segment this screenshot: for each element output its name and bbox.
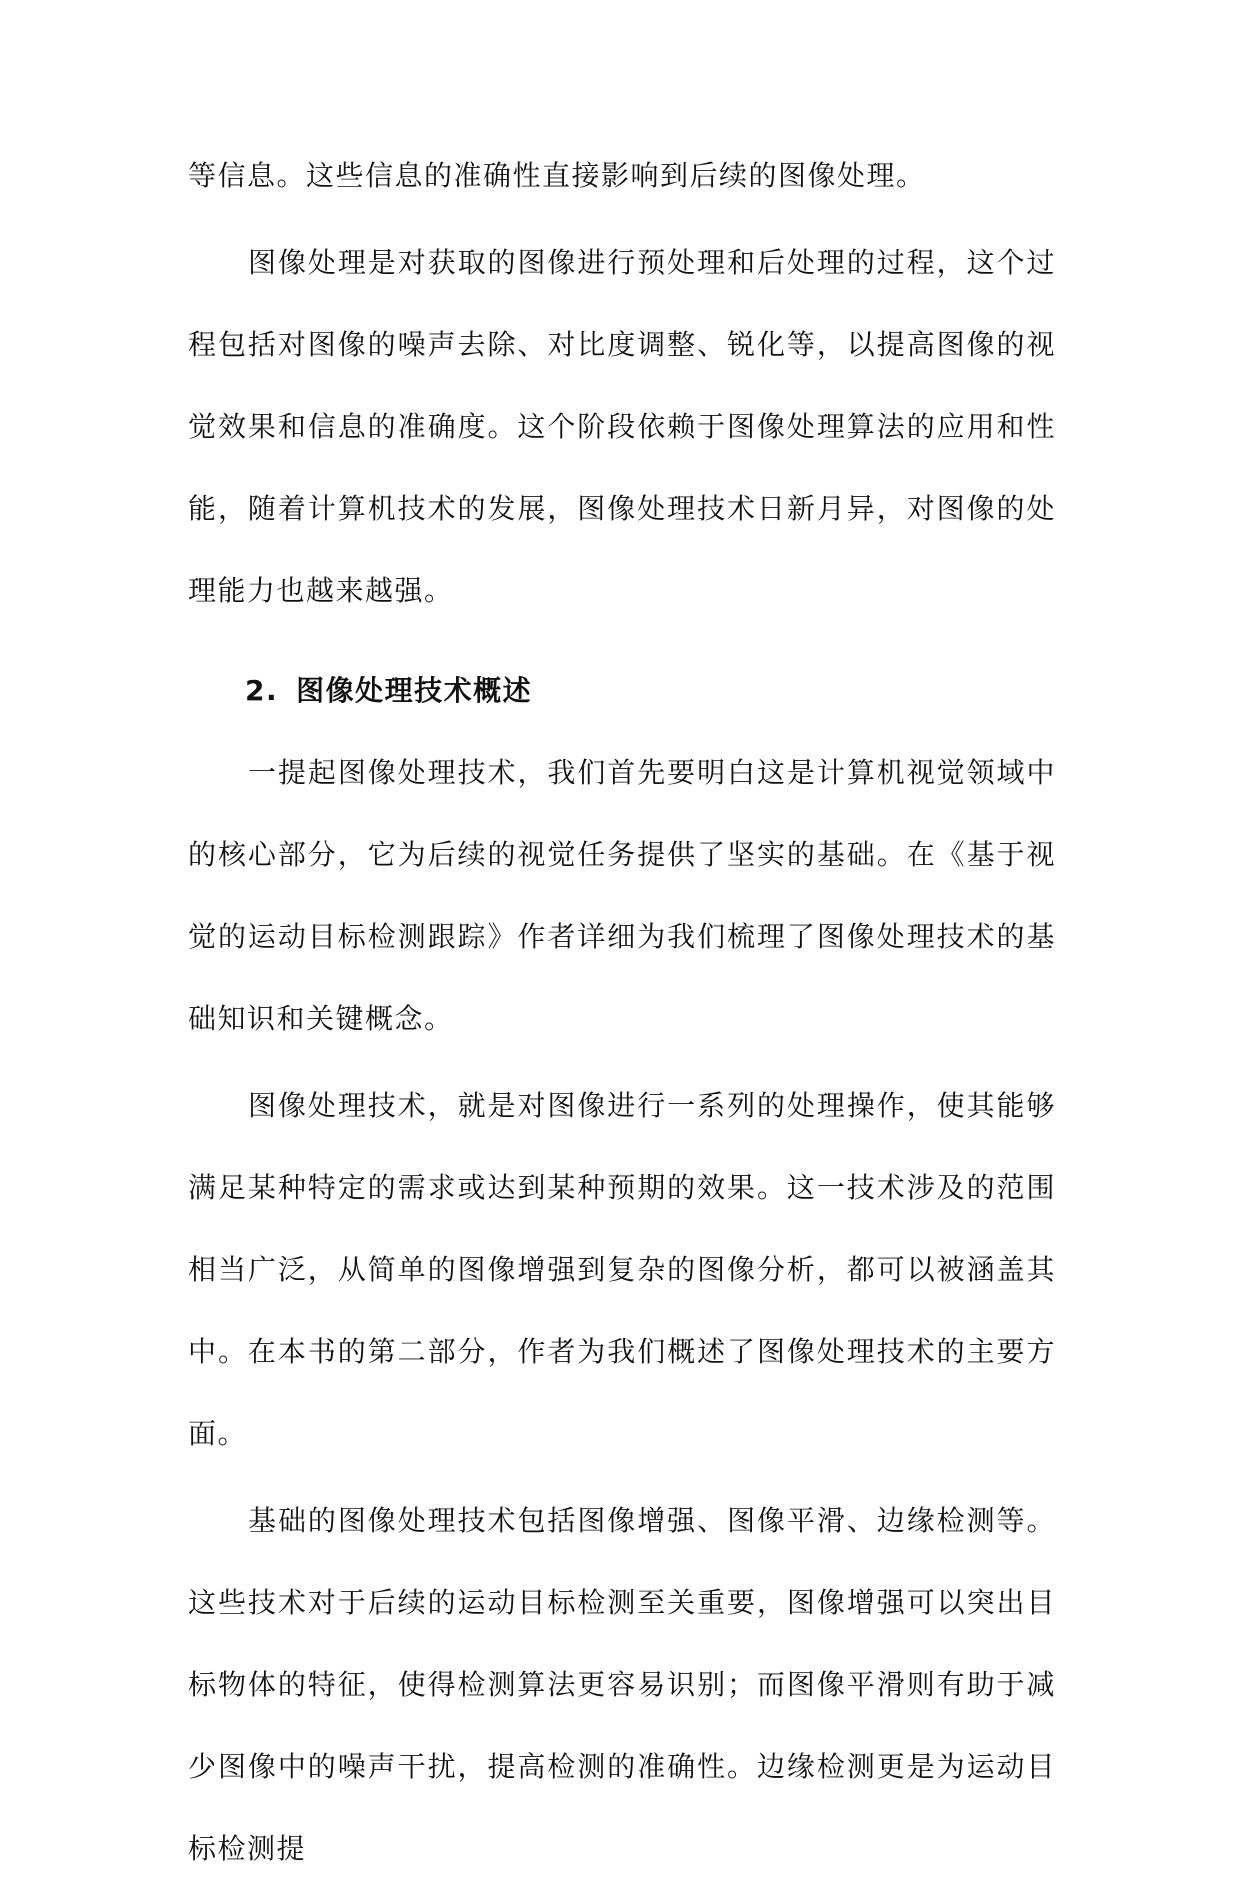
page-content (188, 135, 1056, 1895)
paragraph-definition: 图像处理技术，就是对图像进行一系列的处理操作，使其能够满足某种特定的需求或达到某种预期的效果。这一技术涉及的范围相当广泛，从简单的图像增强到复杂的图像分析，都可以被涵盖其中。在本书的第二部分，作者为我们概述了图像处理技术的主要方面。 (188, 1089, 1056, 1450)
paragraph-basic-techniques: 基础的图像处理技术包括图像增强、图像平滑、边缘检测等。这些技术对于后续的运动目标检测至关重要，图像增强可以突出目标物体的特征，使得检测算法更容易识别；而图像平滑则有助于减少图像中的噪声干扰，提高检测的准确性。边缘检测更是为运动目标检测提 (188, 1504, 1056, 1865)
section-title: 图像处理技术概述 (296, 674, 533, 707)
paragraph-continuation: 等信息。这些信息的准确性直接影响到后续的图像处理。 (188, 159, 926, 192)
paragraph-intro: 一提起图像处理技术，我们首先要明白这是计算机视觉领域中的核心部分，它为后续的视觉任务提供了坚实的基础。在《基于视觉的运动目标检测跟踪》作者详细为我们梳理了图像处理技术的基础知识和关键概念。 (188, 756, 1056, 1035)
section-number: 2. (245, 674, 279, 707)
section-heading (188, 650, 1056, 732)
paragraph-image-processing: 图像处理是对获取的图像进行预处理和后处理的过程，这个过程包括对图像的噪声去除、对比度调整、锐化等，以提高图像的视觉效果和信息的准确度。这个阶段依赖于图像处理算法的应用和性能，随着计算机技术的发展，图像处理技术日新月异，对图像的处理能力也越来越强。 (188, 246, 1056, 607)
